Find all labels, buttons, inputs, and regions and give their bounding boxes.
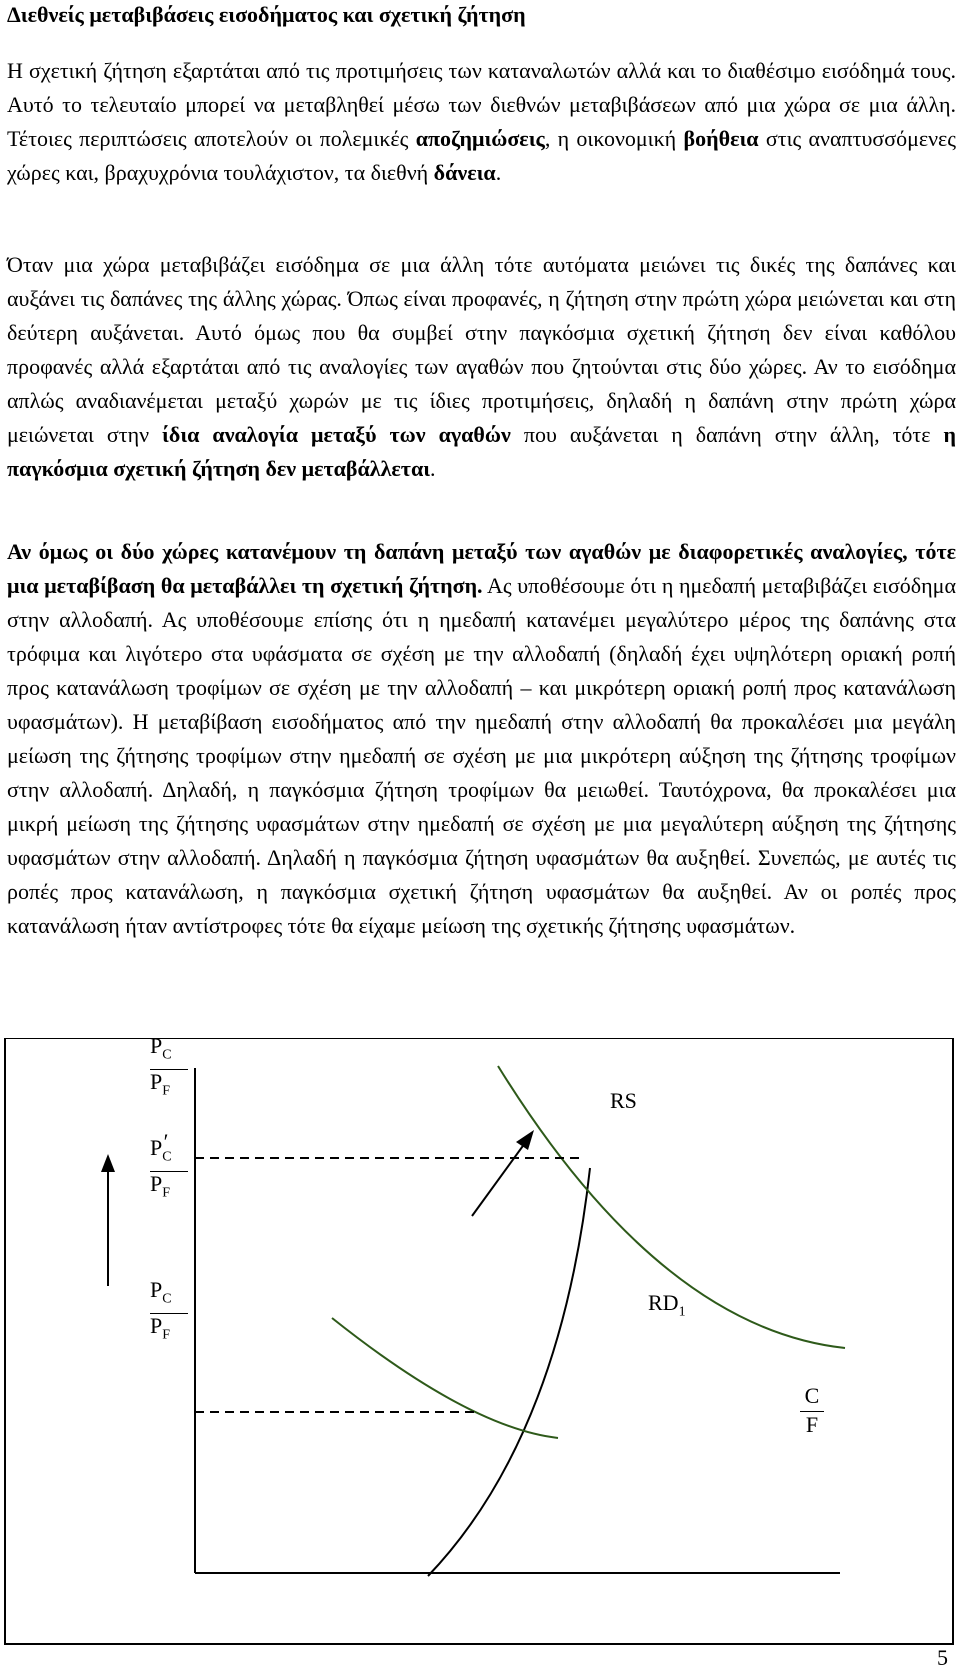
diagonal-arrow-icon [516, 1130, 534, 1150]
p1-run-4: στις αναπτυσσόμενες χώρες και, βραχυχρόνια τουλάχιστον, τα διεθνή [7, 126, 956, 185]
relative-demand-figure [0, 1033, 960, 1648]
p1-run-6: . [495, 160, 502, 185]
p1-run-0: Η σχετική ζήτηση εξαρτάται από τις προτιμήσεις των καταναλωτών αλλά και το διαθέσιμο εισόδημά τους. Αυτό το τελευταίο μπορεί να μεταβληθεί μέσω των διεθνών μεταβιβάσεων από μια χώρα σε μια άλλη. Τέτοιες περιπτώσεις αποτελούν οι πολεμικές [7, 58, 956, 151]
p3-run-1: Ας υποθέσουμε ότι η ημεδαπή μεταβιβάζει εισόδημα στην αλλοδαπή. Ας υποθέσουμε επίσης ότι η ημεδαπή κατανέμει μεγαλύτερο μέρος της δαπάνης στα τρόφιμα και λιγότερο στα υφάσματα σε σχέση με την αλλοδαπή (δηλαδή έχει υψηλότερη οριακή ροπή προς κατανάλωση τροφίμων σε σχέση με την αλλοδαπή – και μικρότερη οριακή ροπή προς κατανάλωση υφασμάτων). Η μεταβίβαση εισοδήματος από την ημεδαπή στην αλλοδαπή θα προκαλέσει μια μεγάλη μείωση της ζήτησης τροφίμων στην ημεδαπή σε σχέση με μια μικρότερη αύξηση της ζήτησης τροφίμων στην αλλοδαπή. Δηλαδή, η παγκόσμια ζήτηση τροφίμων θα μειωθεί. Ταυτόχρονα, θα προκαλέσει μια μικρή μείωση της ζήτησης υφασμάτων στην ημεδαπή σε σχέση με μια μεγαλύτερη αύξηση της ζήτησης υφασμάτων στην αλλοδαπή. Δηλαδή η παγκόσμια ζήτηση υφασμάτων θα αυξηθεί. Συνεπώς, με αυτές τις ροπές προς κατανάλωση, η παγκόσμια σχετική ζήτηση υφασμάτων θα αυξηθεί. Αν οι ροπές προς κατανάλωση ήταν αντίστροφες τότε θα είχαμε μείωση της σχετικής ζήτησης υφασμάτων. [7, 573, 956, 938]
p1-run-2: , η οικονομική [544, 126, 684, 151]
figure-canvas [0, 1038, 960, 1648]
figure-frame [5, 1038, 953, 1644]
section-heading: Διεθνείς μεταβιβάσεις εισοδήματος και σχετική ζήτηση [7, 2, 526, 27]
page-number: 5 [937, 1645, 948, 1670]
y-axis-label: $\frac{P_C}{P_F}$ [150, 1034, 188, 1104]
p1-run-5: δάνεια [433, 160, 496, 185]
p1-run-1: αποζημιώσεις [415, 126, 545, 151]
p3-run-0: Αν όμως οι δύο χώρες κατανέμουν τη δαπάνη μεταξύ των αγαθών με διαφορετικές αναλογίες, τότε μια μεταβίβαση θα μεταβάλλει τη σχετική ζήτηση. [7, 539, 956, 598]
paragraph-2 [7, 248, 956, 486]
up-arrow-icon [101, 1154, 115, 1172]
rs-curve [428, 1168, 590, 1576]
rd1-label: $RD_1$ [648, 1290, 686, 1320]
demand-shift-arrow-shaft [472, 1143, 525, 1216]
new-price-label: $\frac{P_C'}{P_F}$ [150, 1136, 188, 1206]
rs-label: RS [610, 1088, 637, 1113]
p2-run-1: ίδια αναλογία μεταξύ των αγαθών [162, 422, 511, 447]
paragraph-1 [7, 54, 956, 190]
p2-run-2: που αυξάνεται η δαπάνη στην άλλη, τότε [510, 422, 944, 447]
initial-price-label: $\frac{P_C}{P_F}$ [150, 1278, 188, 1348]
p2-run-4: . [430, 456, 436, 481]
rd1-curve [332, 1318, 558, 1438]
p2-run-3: η παγκόσμια σχετική ζήτηση δεν μεταβάλλεται [7, 422, 956, 481]
p2-run-0: Όταν μια χώρα μεταβιβάζει εισόδημα σε μια άλλη τότε αυτόματα μειώνει τις δικές της δαπάνες και αυξάνει τις δαπάνες της άλλης χώρας. Όπως είναι προφανές, η ζήτηση στην πρώτη χώρα μειώνεται και στη δεύτερη αυξάνεται. Αυτό όμως που θα συμβεί στην παγκόσμια σχετική ζήτηση δεν είναι καθόλου προφανές αλλά εξαρτάται από τις αναλογίες των αγαθών που ζητούνται στις δύο χώρες. Αν το εισόδημα απλώς αναδιανέμεται μεταξύ χωρών με τις ίδιες προτιμήσεις, δηλαδή η δαπάνη στην πρώτη χώρα μειώνεται στην [7, 252, 956, 447]
x-axis-label: $\frac{C}{F}$ [800, 1383, 824, 1438]
p1-run-3: βοήθεια [683, 126, 759, 151]
paragraph-3 [7, 535, 956, 943]
